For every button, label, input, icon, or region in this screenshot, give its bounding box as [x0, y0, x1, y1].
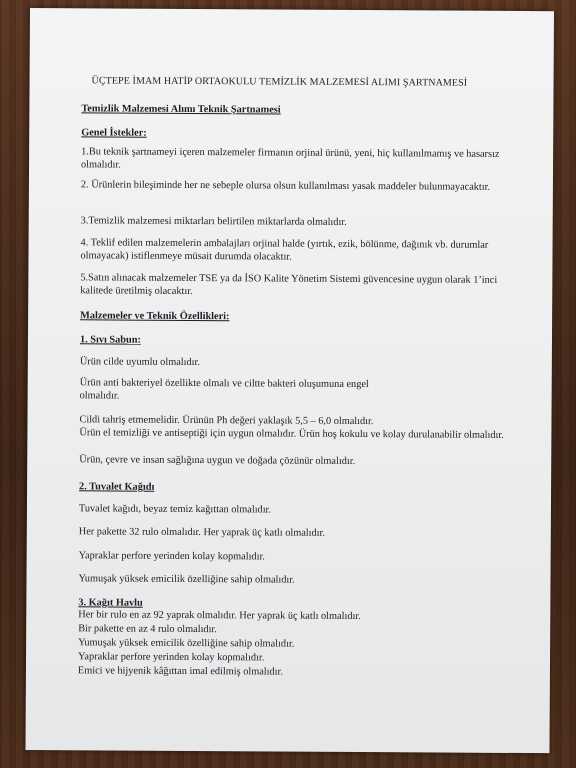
document-body	[77, 8, 522, 678]
general-item-4: 4. Teklif edilen malzemelerin ambalajları orjinal halde (yırtık, ezik, bölünme, dağınık vb. durumlar olmayacak) istiflenmeye müsait durumda olacaktır.	[80, 237, 489, 263]
section-line: Ürün, çevre ve insan sağlığına uygun ve doğada çözünür olmalıdır.	[79, 454, 356, 467]
general-item-3: 3.Temizlik malzemesi miktarları belirtilen miktarlarda olmalıdır.	[80, 215, 347, 228]
document-page	[25, 8, 554, 753]
general-requirements-heading: Genel İstekler:	[81, 127, 147, 139]
section-heading-liquid-soap: 1. Sıvı Sabun:	[79, 334, 141, 346]
section-line: Tuvalet kağıdı, beyaz temiz kağıttan olmalıdır.	[78, 503, 272, 516]
section-line: Her pakette 32 rulo olmalıdır. Her yaprak üç katlı olmalıdır.	[78, 526, 326, 539]
section-line: Ürün cilde uyumlu olmalıdır.	[79, 356, 200, 369]
document-subtitle: Temizlik Malzemesi Alımı Teknik Şartnamesi	[81, 103, 281, 116]
materials-heading: Malzemeler ve Teknik Özellikleri:	[80, 310, 230, 323]
section-line: Ürün el temizliği ve antiseptiği için uygun olmalıdır. Ürün hoş kokulu ve kolay durulanabilir olmalıdır.	[79, 427, 504, 441]
section-line: Bir pakette en az 4 rulo olmalıdır.	[78, 623, 217, 636]
section-line: Her bir rulo en az 92 yaprak olmalıdır. Her yaprak üç katlı olmalıdır.	[78, 609, 361, 623]
general-item-1: 1.Bu teknik şartnameyi içeren malzemeler firmanın orjinal ürünü, yeni, hiç kullanılmamış ve hasarsız olmalıdır.	[81, 146, 500, 171]
section-line: Cildi tahriş etmemelidir. Ürünün Ph değeri yaklaşık 5,5 – 6,0 olmalıdır.	[79, 414, 374, 428]
section-line: Yumuşak yüksek emicilik özelliğine sahip olmalıdır.	[78, 637, 295, 650]
section-line: Yapraklar perfore yerinden kolay kopmalıdır.	[78, 651, 265, 664]
section-line: Yumuşak yüksek emicilik özelliğine sahip olmalıdır.	[78, 573, 295, 586]
section-heading-paper-towel: 3. Kağıt Havlu	[78, 597, 143, 609]
section-line: Yapraklar perfore yerinden kolay kopmalıdır.	[78, 550, 265, 563]
section-line: Emici ve hijyenik kâğıttan imal edilmiş olmalıdır.	[77, 665, 284, 678]
general-item-2: 2. Ürünlerin bileşiminde her ne sebeple olursa olsun kullanılması yasak maddeler bulunmayacaktır.	[80, 179, 491, 193]
general-item-5: 5.Satın alınacak malzemeler TSE ya da İSO Kalite Yönetim Sistemi güvencesine uygun olarak 1’inci kalitede üretilmiş olacaktır.	[80, 272, 498, 297]
section-heading-toilet-paper: 2. Tuvalet Kağıdı	[79, 481, 155, 493]
document-title: ÜÇTEPE İMAM HATİP ORTAOKULU TEMİZLİK MALZEMESİ ALIMI ŞARTNAMESİ	[91, 75, 468, 89]
section-line: Ürün anti bakteriyel özellikte olmalı ve ciltte bakteri oluşumuna engel olmalıdır.	[79, 377, 369, 402]
